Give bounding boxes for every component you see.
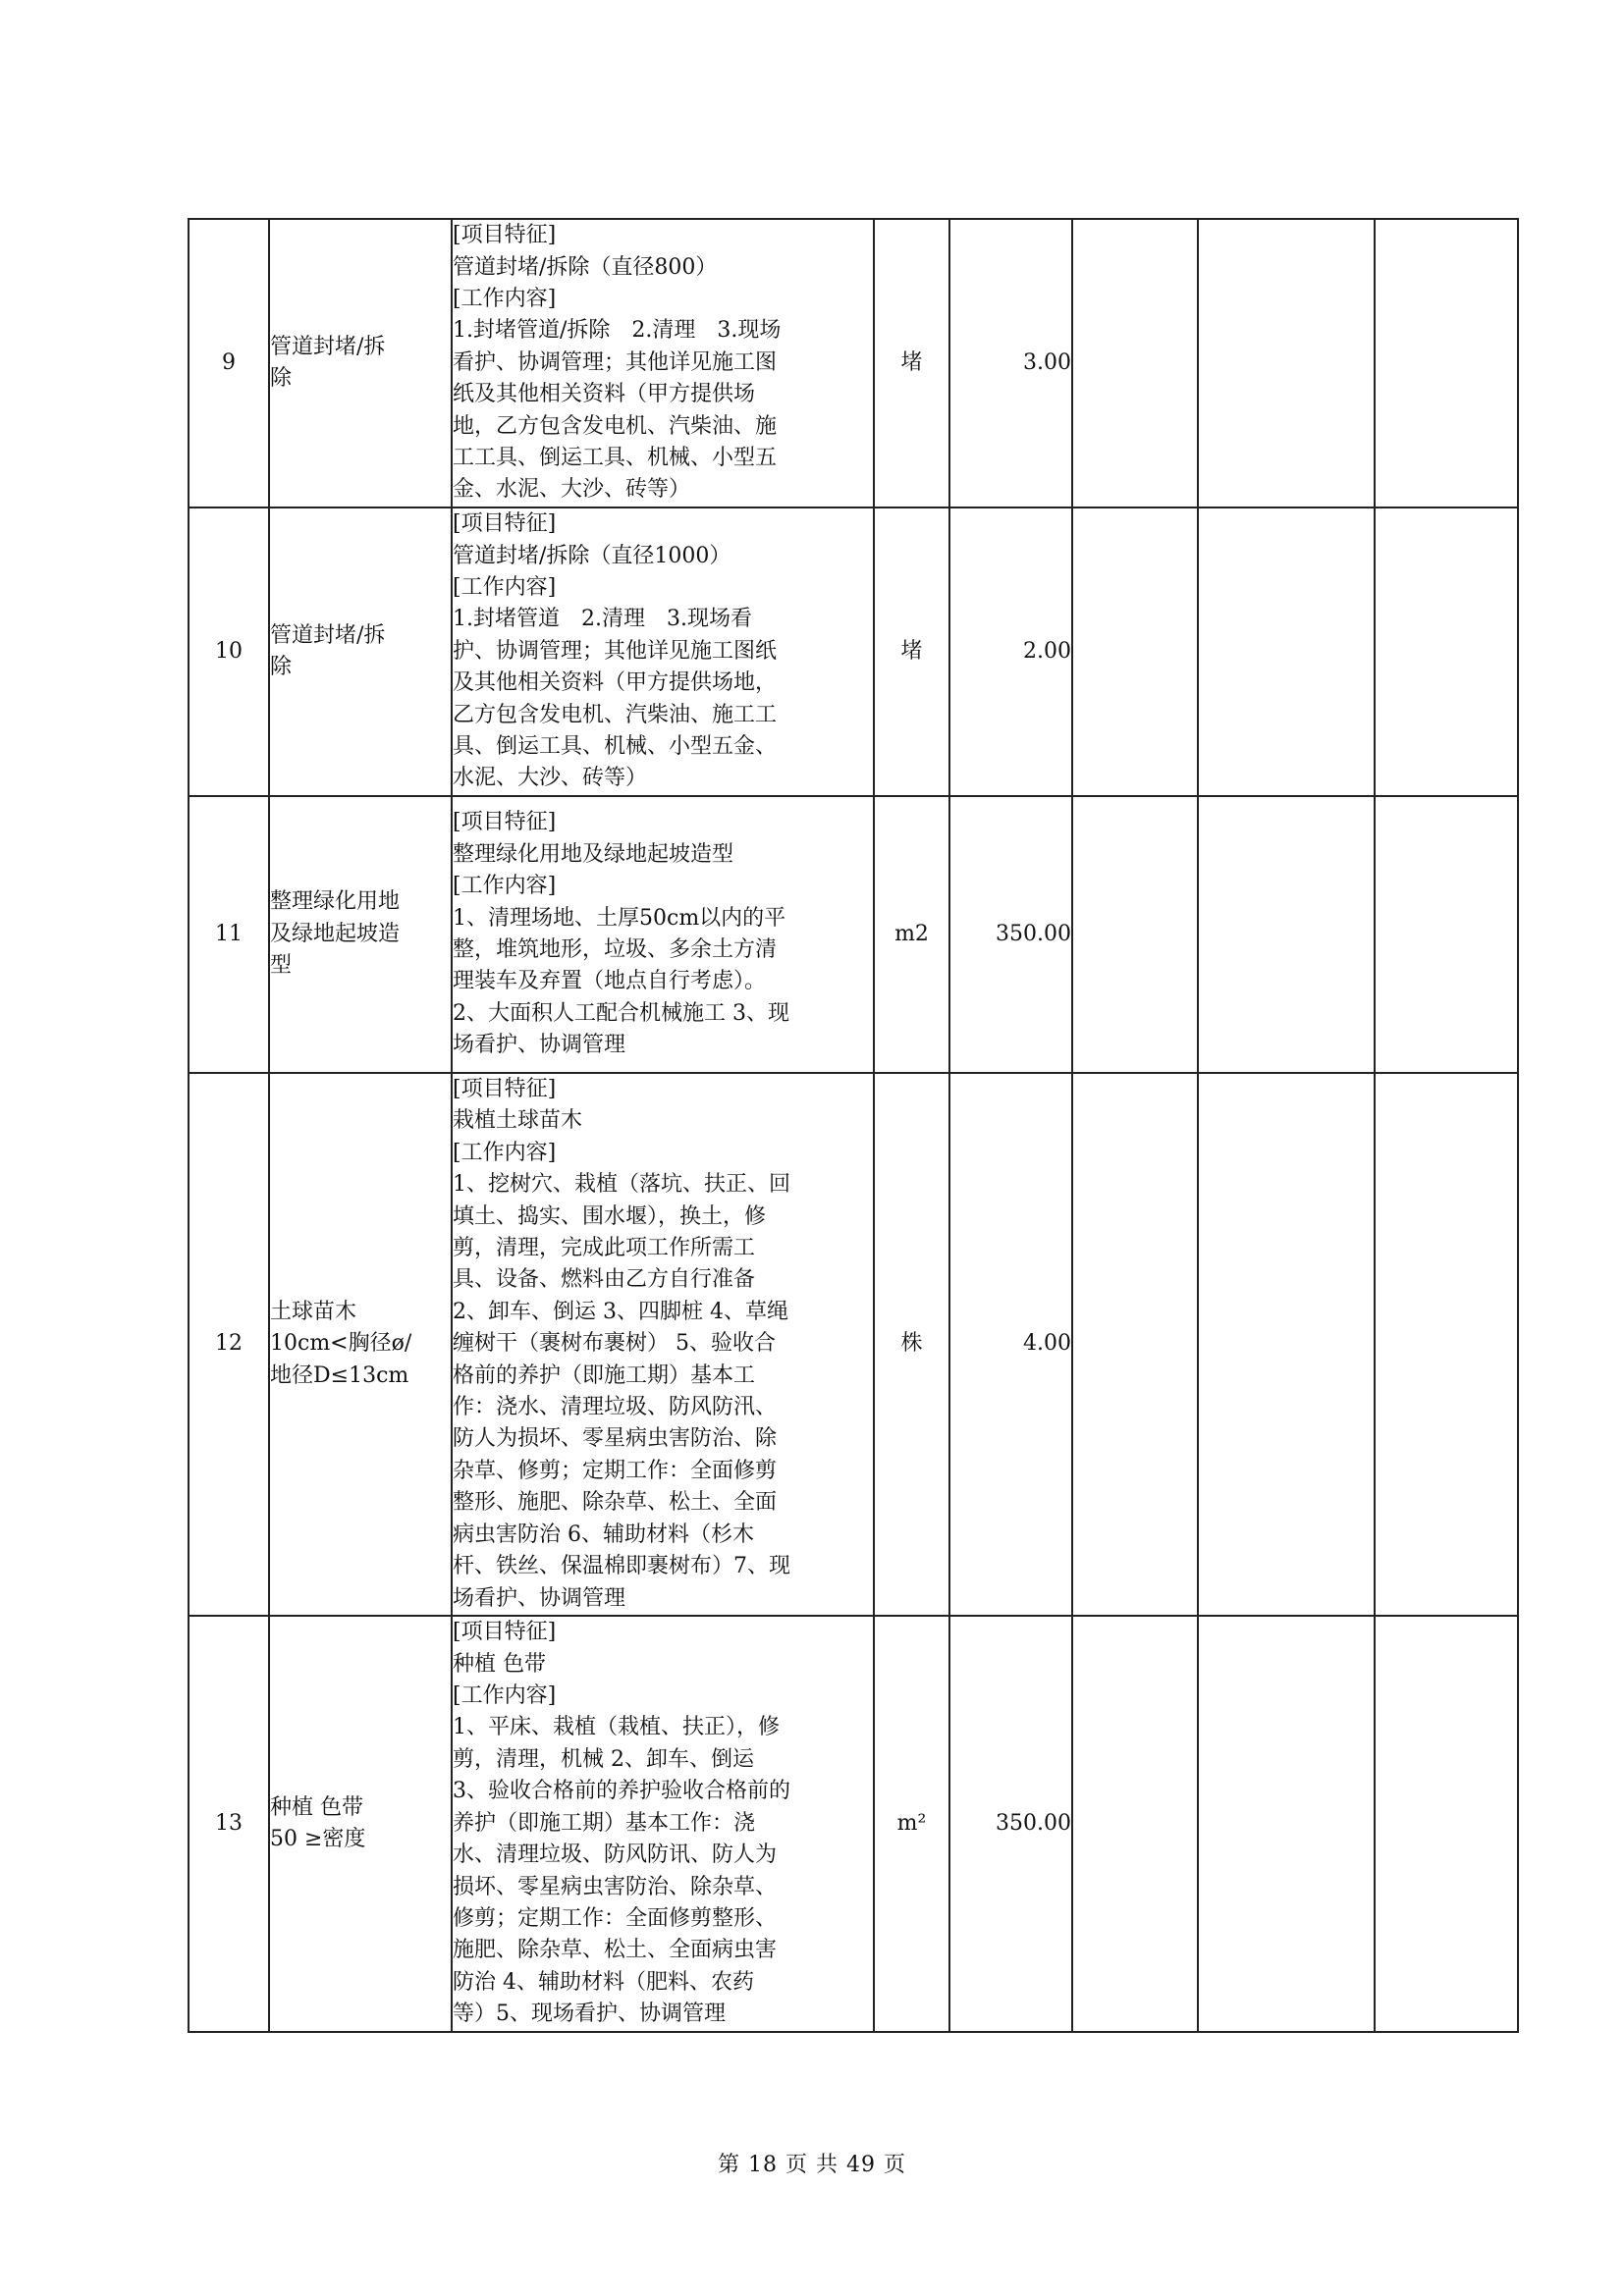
item-description-line: 水、清理垃圾、防风防讯、防人为	[453, 1842, 778, 1868]
table-row	[189, 796, 1518, 1073]
item-name	[269, 507, 452, 796]
item-number: 10	[189, 507, 269, 796]
item-name	[269, 1073, 452, 1616]
item-description-line: 杂草、修剪；定期工作：全面修剪	[453, 1458, 778, 1483]
item-name-line: 土球苗木	[270, 1299, 357, 1324]
item-name-line: 及绿地起坡造	[270, 921, 401, 946]
item-number: 13	[189, 1616, 269, 2032]
item-description	[452, 507, 874, 796]
item-name-line: 管道封堵/拆	[270, 334, 386, 359]
item-description-line: [项目特征]	[453, 1077, 557, 1101]
bill-of-quantities-table	[188, 218, 1519, 2033]
item-description-line: [项目特征]	[453, 511, 557, 537]
item-description-line: 金、水泥、大沙、砖等）	[453, 477, 691, 503]
item-unit: m²	[874, 1616, 949, 2032]
item-description	[452, 1616, 874, 2032]
item-quantity: 350.00	[949, 796, 1072, 1073]
item-name-line: 地径D≤13cm	[270, 1362, 409, 1388]
item-description-line: 工工具、倒运工具、机械、小型五	[453, 446, 778, 471]
item-description-line: 场看护、协调管理	[453, 1033, 626, 1058]
item-description-line: 1、清理场地、土厚50cm以内的平	[453, 905, 786, 931]
item-description-line: [工作内容]	[453, 874, 557, 899]
item-unit: 堵	[874, 219, 949, 507]
remark-cell	[1375, 1616, 1518, 2032]
item-description-line: 水泥、大沙、砖等）	[453, 766, 648, 791]
item-description-line: 修剪；定期工作：全面修剪整形、	[453, 1905, 778, 1931]
item-description-line: 看护、协调管理；其他详见施工图	[453, 349, 778, 375]
item-description-line: 整，堆筑地形，垃圾、多余土方清	[453, 937, 778, 962]
item-description-line: 整理绿化用地及绿地起坡造型	[453, 841, 734, 867]
item-description-line: 防人为损坏、零星病虫害防治、除	[453, 1426, 778, 1452]
item-quantity: 4.00	[949, 1073, 1072, 1616]
item-number: 12	[189, 1073, 269, 1616]
remark-cell	[1375, 507, 1518, 796]
item-description-line: 管道封堵/拆除（直径1000）	[453, 543, 731, 568]
item-quantity: 350.00	[949, 1616, 1072, 2032]
item-name-line: 种植 色带	[270, 1794, 363, 1820]
item-name	[269, 219, 452, 507]
item-description-line: 杆、铁丝、保温棉即裹树布）7、现	[453, 1554, 790, 1579]
item-description-line: 养护（即施工期）基本工作：浇	[453, 1810, 756, 1836]
item-description-line: 1.封堵管道 2.清理 3.现场看	[453, 607, 752, 632]
item-description-line: [项目特征]	[453, 223, 557, 248]
item-name-line: 10cm<胸径ø/	[270, 1331, 412, 1357]
item-unit: 株	[874, 1073, 949, 1616]
remark-cell	[1375, 219, 1518, 507]
item-description-line: 施肥、除杂草、松土、全面病虫害	[453, 1938, 778, 1963]
item-description-line: 1.封堵管道/拆除 2.清理 3.现场	[453, 318, 782, 344]
item-description-line: [工作内容]	[453, 286, 557, 311]
total-price-cell	[1198, 219, 1375, 507]
item-description-line: 病虫害防治 6、辅助材料（杉木	[453, 1522, 754, 1547]
item-description-line: [项目特征]	[453, 1620, 557, 1645]
item-description-line: 整形、施肥、除杂草、松土、全面	[453, 1490, 778, 1516]
remark-cell	[1375, 796, 1518, 1073]
total-price-cell	[1198, 1073, 1375, 1616]
item-description	[452, 1073, 874, 1616]
table-row	[189, 219, 1518, 507]
total-price-cell	[1198, 796, 1375, 1073]
item-description-line: 纸及其他相关资料（甲方提供场	[453, 382, 756, 407]
item-description-line: 场看护、协调管理	[453, 1585, 626, 1611]
item-description-line: 剪，清理，完成此项工作所需工	[453, 1236, 756, 1261]
item-description-line: 1、挖树穴、栽植（落坑、扶正、回	[453, 1172, 790, 1198]
item-unit: 堵	[874, 507, 949, 796]
item-description-line: 2、卸车、倒运 3、四脚桩 4、草绳	[453, 1299, 788, 1324]
item-description-line: 2、大面积人工配合机械施工 3、现	[453, 1000, 789, 1026]
total-price-cell	[1198, 507, 1375, 796]
item-description-line: 管道封堵/拆除（直径800）	[453, 254, 718, 280]
remark-cell	[1375, 1073, 1518, 1616]
item-description-line: 护、协调管理；其他详见施工图纸	[453, 638, 778, 664]
table-row	[189, 1073, 1518, 1616]
unit-price-cell	[1072, 219, 1198, 507]
unit-price-cell	[1072, 507, 1198, 796]
item-description-line: 1、平床、栽植（栽植、扶正），修	[453, 1715, 780, 1740]
item-name-line: 管道封堵/拆	[270, 622, 386, 648]
item-description-line: [工作内容]	[453, 1140, 557, 1165]
item-name-line: 除	[270, 655, 293, 679]
item-description-line: 等）5、现场看护、协调管理	[453, 2002, 726, 2027]
table-row	[189, 507, 1518, 796]
item-name	[269, 796, 452, 1073]
item-description-line: 剪，清理，机械 2、卸车、倒运	[453, 1746, 754, 1772]
item-description-line: 地，乙方包含发电机、汽柴油、施	[453, 413, 778, 439]
item-description-line: 3、验收合格前的养护验收合格前的	[453, 1779, 790, 1804]
unit-price-cell	[1072, 1616, 1198, 2032]
item-number: 11	[189, 796, 269, 1073]
item-description-line: [工作内容]	[453, 574, 557, 600]
item-name-line: 整理绿化用地	[270, 889, 401, 915]
item-description-line: 栽植土球苗木	[453, 1108, 583, 1134]
total-price-cell	[1198, 1616, 1375, 2032]
item-description-line: 及其他相关资料（甲方提供场地，	[453, 670, 778, 696]
item-description-line: 格前的养护（即施工期）基本工	[453, 1362, 756, 1388]
item-name-line: 除	[270, 366, 293, 391]
unit-price-cell	[1072, 796, 1198, 1073]
item-description-line: 具、倒运工具、机械、小型五金、	[453, 734, 778, 760]
item-description-line: 乙方包含发电机、汽柴油、施工工	[453, 702, 778, 727]
item-description-line: 填土、捣实、围水堰），换土，修	[453, 1203, 767, 1229]
unit-price-cell	[1072, 1073, 1198, 1616]
item-description-line: [项目特征]	[453, 810, 557, 835]
item-description-line: 损坏、零星病虫害防治、除杂草、	[453, 1874, 778, 1899]
item-unit: m2	[874, 796, 949, 1073]
item-number: 9	[189, 219, 269, 507]
item-quantity: 2.00	[949, 507, 1072, 796]
item-description	[452, 796, 874, 1073]
table-row	[189, 1616, 1518, 2032]
item-name-line: 50 ≥密度	[270, 1826, 366, 1851]
page-footer: 第 18 页 共 49 页	[718, 2153, 906, 2177]
item-name	[269, 1616, 452, 2032]
item-description-line: 缠树干（裹树布裹树） 5、验收合	[453, 1331, 776, 1357]
item-quantity: 3.00	[949, 219, 1072, 507]
item-description-line: 作：浇水、清理垃圾、防风防汛、	[453, 1395, 778, 1420]
item-description-line: 种植 色带	[453, 1651, 546, 1677]
item-name-line: 型	[270, 953, 293, 979]
item-description-line: 理装车及弃置（地点自行考虑）。	[453, 969, 767, 994]
item-description	[452, 219, 874, 507]
item-description-line: [工作内容]	[453, 1683, 557, 1709]
item-description-line: 具、设备、燃料由乙方自行准备	[453, 1267, 756, 1293]
item-description-line: 防治 4、辅助材料（肥料、农药	[453, 1969, 754, 1995]
